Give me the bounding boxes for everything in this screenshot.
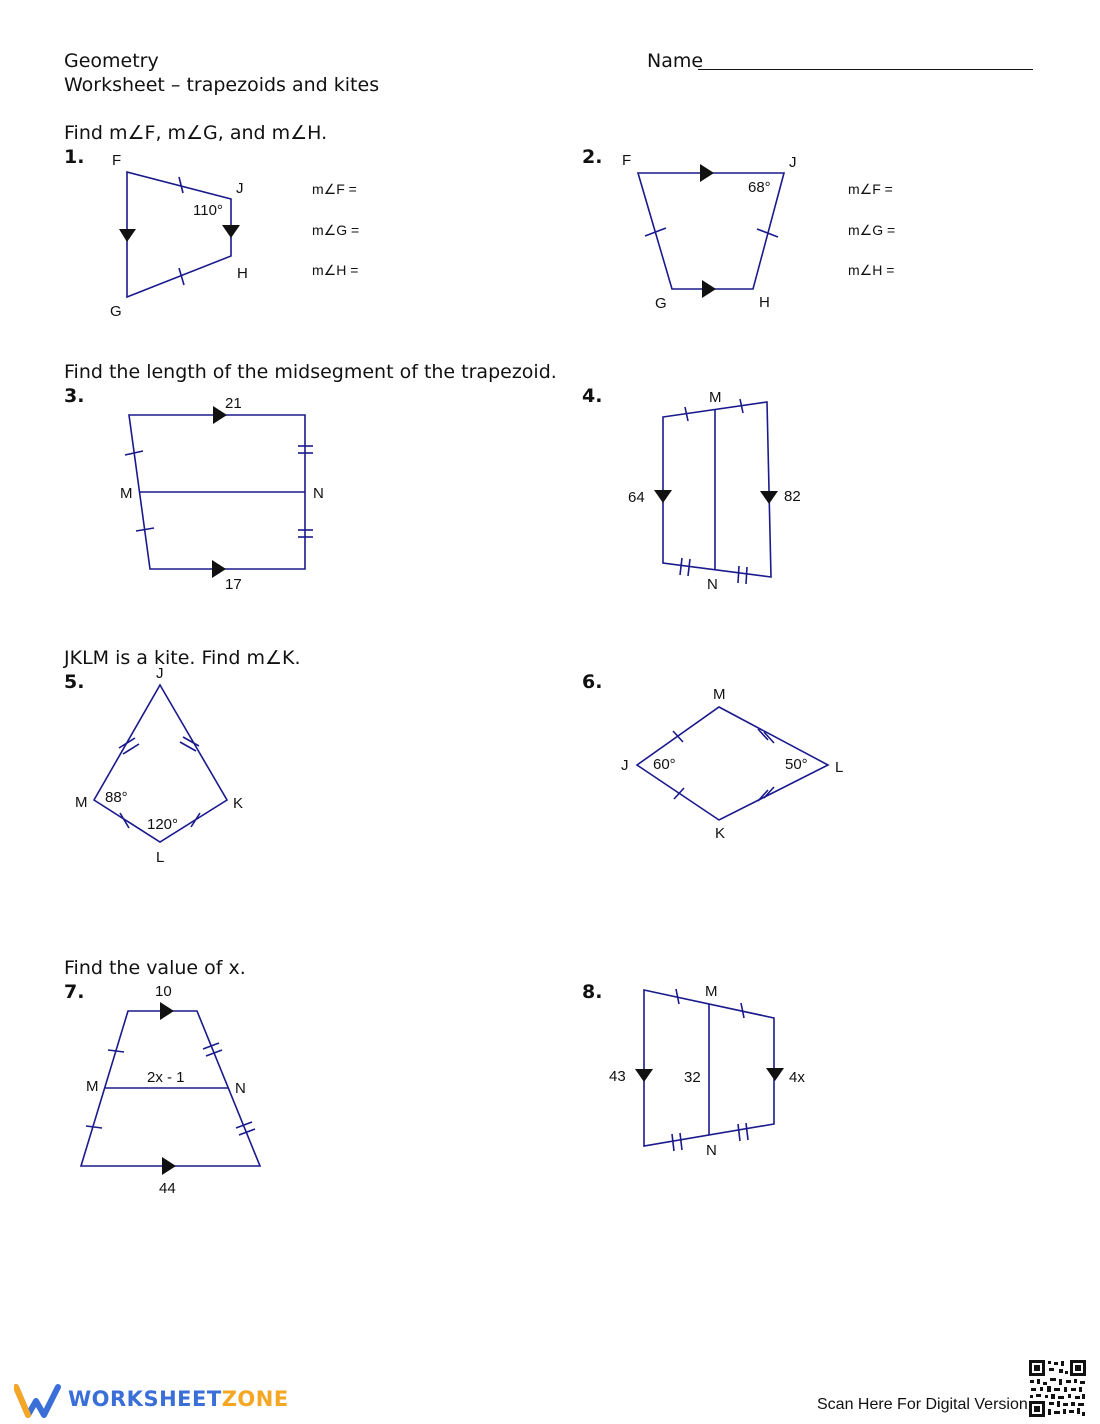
problem-number-4: 4.: [582, 385, 603, 407]
brand-worksheet: WORKSHEET: [68, 1387, 222, 1411]
midpoint-label-M: M: [705, 983, 718, 1000]
base-length-bottom: 44: [159, 1180, 176, 1197]
name-label: Name: [647, 50, 704, 72]
parallel-arrow-right: [702, 280, 716, 298]
figure-8-trapezoid: [644, 989, 774, 1151]
angle-label-J: 60°: [653, 756, 676, 773]
vertex-label-K: K: [715, 825, 726, 842]
midsegment-length: 32: [684, 1069, 701, 1086]
parallel-arrow-right: [162, 1157, 176, 1175]
vertex-label-J: J: [621, 757, 629, 774]
vertex-label-M: M: [713, 686, 726, 703]
midpoint-label-M: M: [709, 389, 722, 406]
parallel-arrow-down: [119, 229, 136, 242]
answer-label-mF-1: m∠F =: [312, 181, 357, 197]
parallel-arrow-down: [635, 1069, 653, 1082]
midpoint-label-N: N: [313, 485, 324, 502]
brand-zone: ZONE: [221, 1387, 289, 1411]
figure-4-trapezoid: [663, 399, 771, 584]
angle-label-J: 110°: [193, 202, 223, 219]
instruction-angles: Find m∠F, m∠G, and m∠H.: [64, 122, 328, 144]
parallel-arrow-right: [160, 1002, 174, 1020]
base-length-left: 64: [628, 489, 645, 506]
vertex-label-K: K: [233, 795, 244, 812]
instruction-midsegment: Find the length of the midsegment of the trapezoid.: [64, 361, 557, 383]
qr-code-icon[interactable]: [1029, 1360, 1086, 1417]
problem-number-7: 7.: [64, 981, 85, 1003]
vertex-label-J: J: [789, 154, 797, 171]
base-length-left: 43: [609, 1068, 626, 1085]
parallel-arrow-right: [700, 164, 714, 182]
vertex-label-L: L: [835, 759, 844, 776]
scan-instruction: Scan Here For Digital Version: [817, 1396, 1028, 1413]
figure-1-trapezoid: [127, 172, 231, 297]
problem-number-3: 3.: [64, 385, 85, 407]
figure-3-trapezoid: [125, 415, 313, 569]
answer-label-mF-2: m∠F =: [848, 181, 893, 197]
vertex-label-H: H: [237, 265, 248, 282]
angle-label-L: 120°: [147, 816, 179, 833]
vertex-label-G: G: [655, 295, 667, 312]
parallel-arrow-down: [222, 225, 240, 238]
vertex-label-F: F: [112, 152, 122, 169]
instruction-kite: JKLM is a kite. Find m∠K.: [64, 647, 301, 669]
base-length-bottom: 17: [225, 576, 242, 593]
vertex-label-J: J: [236, 180, 244, 197]
instruction-find-x: Find the value of x.: [64, 957, 246, 979]
answer-label-mG-2: m∠G =: [848, 222, 896, 238]
parallel-arrow-down: [654, 490, 672, 503]
answer-label-mG-1: m∠G =: [312, 222, 360, 238]
base-length-top: 10: [155, 983, 172, 1000]
subject-title: Geometry: [64, 50, 159, 72]
angle-label-L: 50°: [785, 756, 808, 773]
answer-label-mH-1: m∠H =: [312, 262, 359, 278]
midpoint-label-N: N: [706, 1142, 717, 1159]
midpoint-label-M: M: [86, 1078, 99, 1095]
vertex-label-G: G: [110, 303, 122, 320]
parallel-arrow-right: [212, 560, 226, 578]
vertex-label-F: F: [622, 152, 632, 169]
vertex-label-J: J: [156, 665, 164, 682]
base-length-right: 4x: [789, 1069, 805, 1086]
parallel-arrow-down: [760, 491, 778, 504]
problem-number-8: 8.: [582, 981, 603, 1003]
angle-label-M: 88°: [105, 789, 128, 806]
vertex-label-H: H: [759, 294, 770, 311]
worksheetzone-logo-icon: [14, 1383, 62, 1419]
answer-label-mH-2: m∠H =: [848, 262, 895, 278]
vertex-label-L: L: [156, 849, 165, 866]
problem-number-1: 1.: [64, 146, 85, 168]
base-length-top: 21: [225, 395, 242, 412]
vertex-label-M: M: [75, 794, 88, 811]
brand-wordmark[interactable]: [68, 1387, 289, 1411]
problem-number-2: 2.: [582, 146, 603, 168]
midsegment-expression: 2x - 1: [147, 1069, 185, 1086]
problem-number-5: 5.: [64, 671, 85, 693]
worksheet-title: Worksheet – trapezoids and kites: [64, 74, 380, 96]
base-length-right: 82: [784, 488, 801, 505]
figure-7-trapezoid: [81, 1011, 260, 1166]
midpoint-label-N: N: [707, 576, 718, 593]
midpoint-label-M: M: [120, 485, 133, 502]
problem-number-6: 6.: [582, 671, 603, 693]
angle-label-J: 68°: [748, 179, 771, 196]
parallel-arrow-down: [766, 1068, 784, 1081]
midpoint-label-N: N: [235, 1080, 246, 1097]
